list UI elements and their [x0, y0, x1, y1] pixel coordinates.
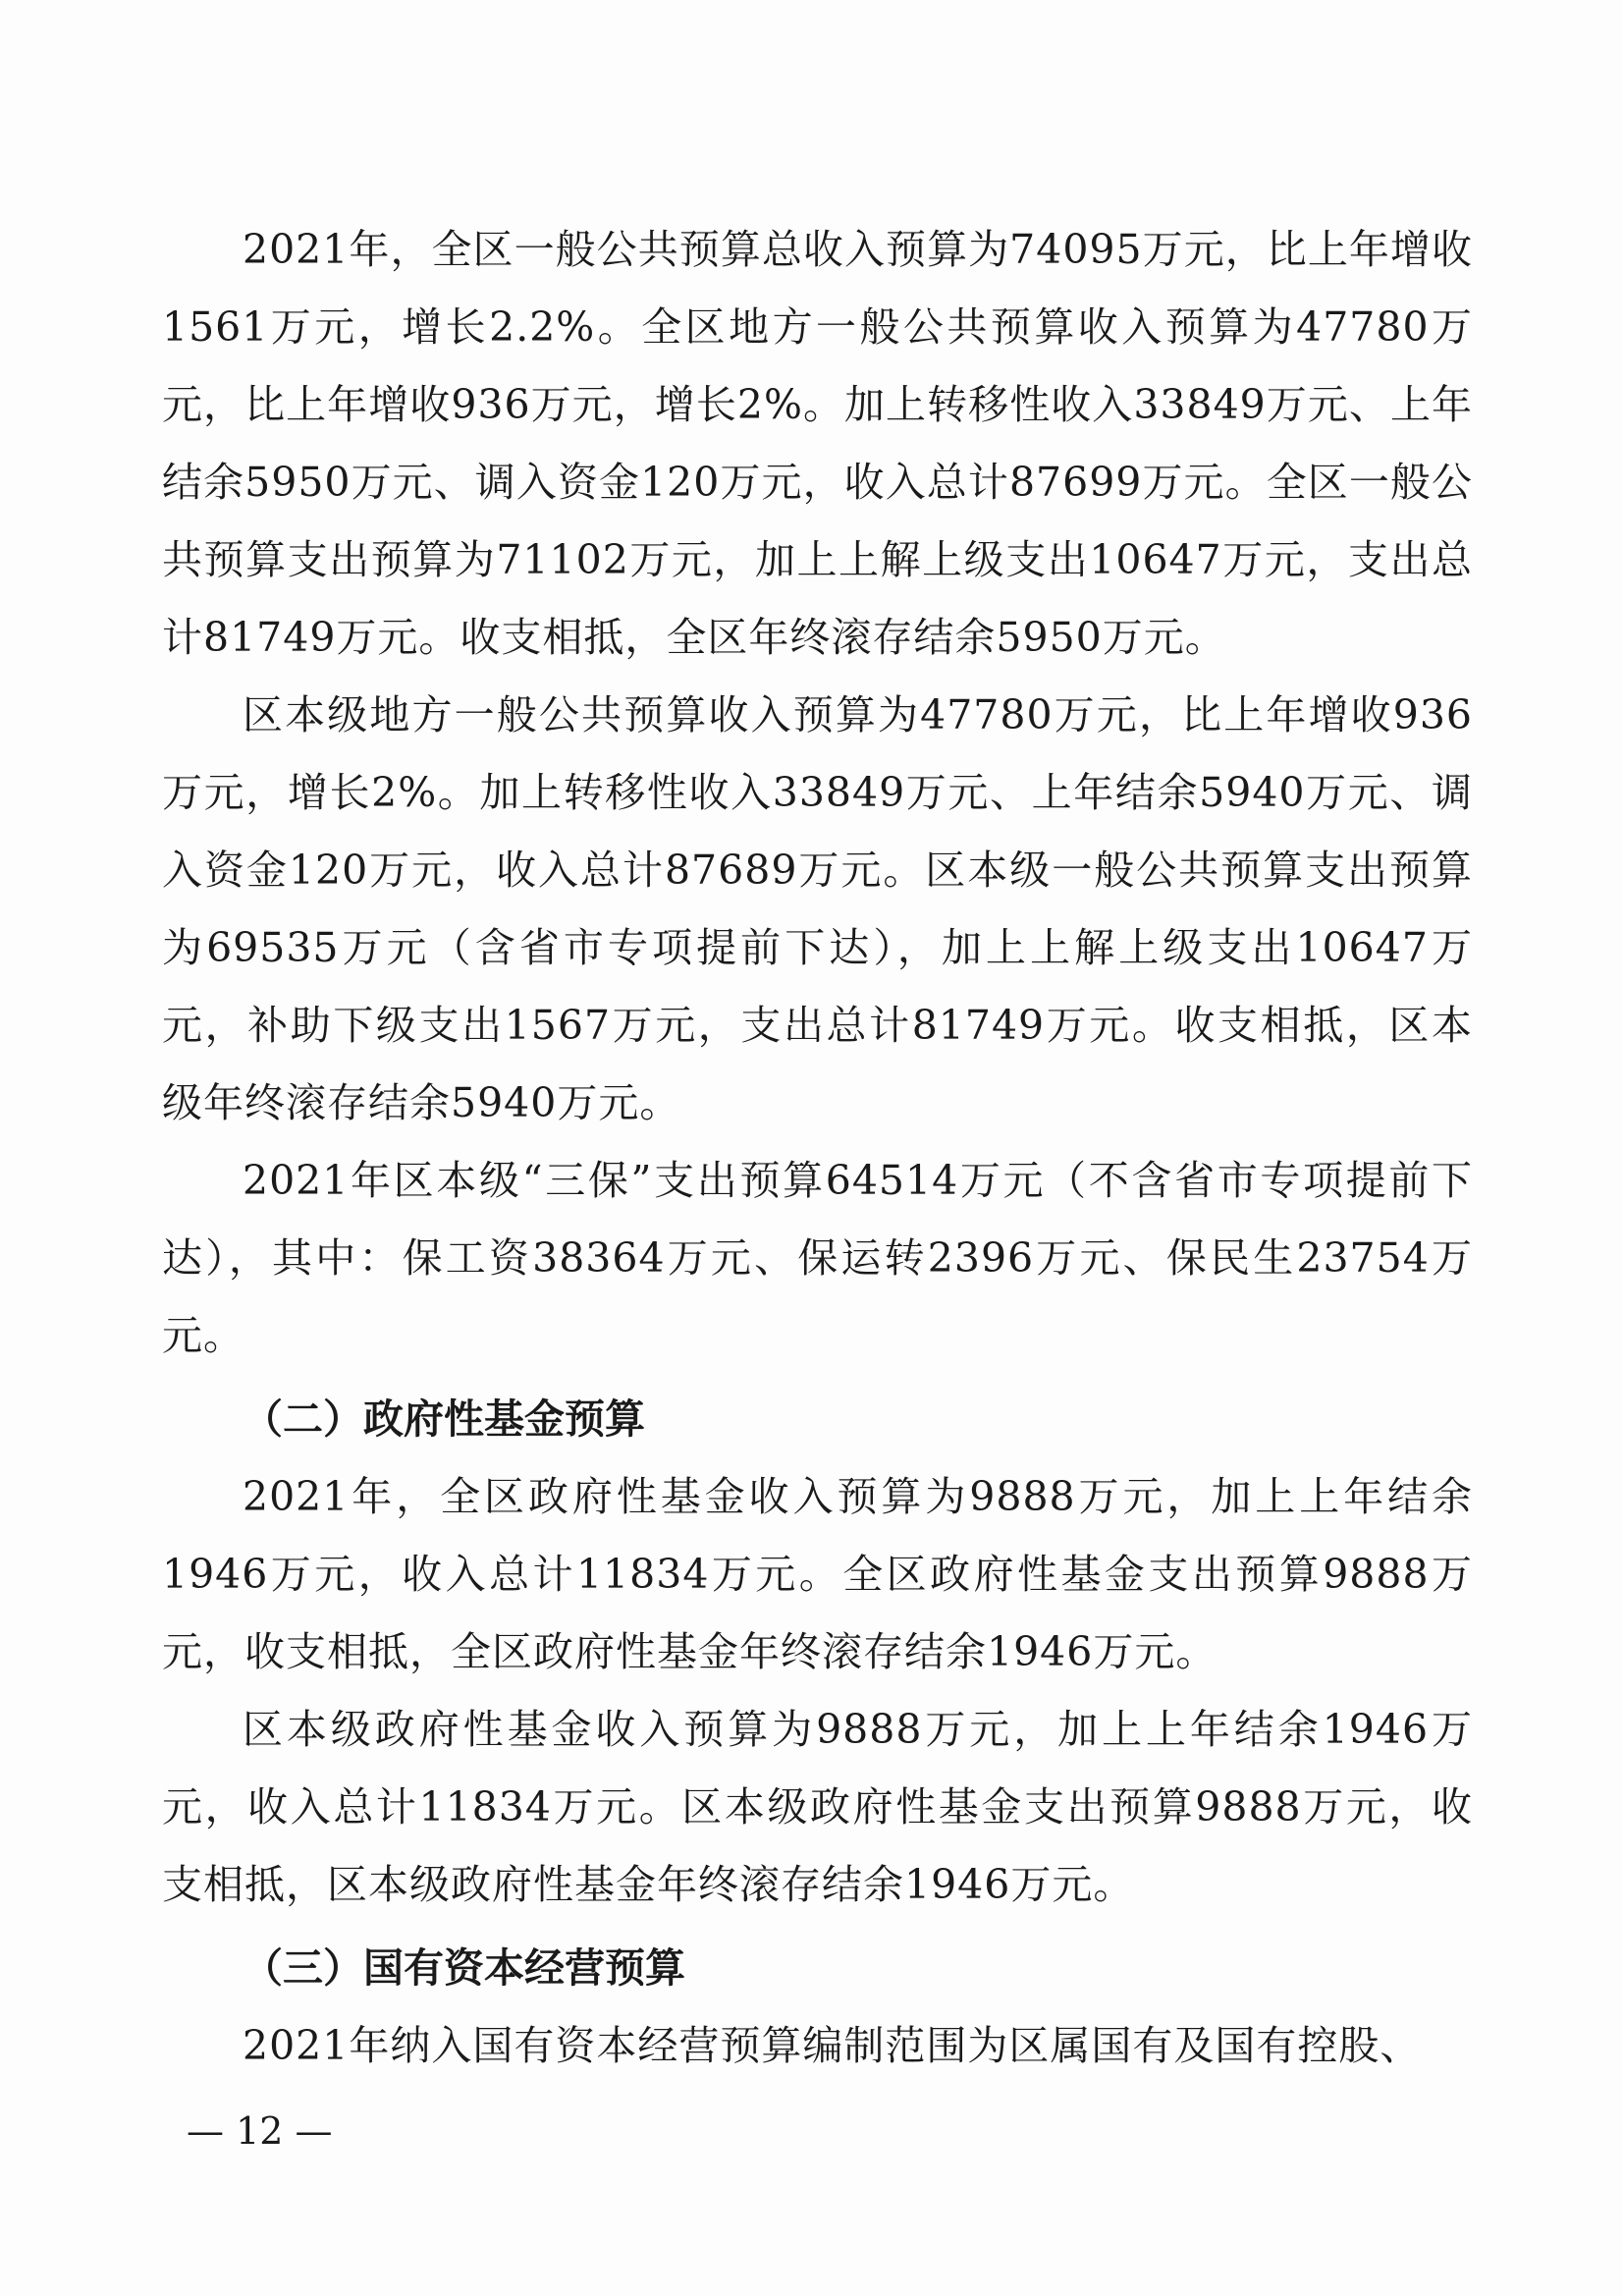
paragraph-fund-local: 区本级政府性基金收入预算为9888万元，加上上年结余1946万元，收入总计11834万元。区本级政府性基金支出预算9888万元，收支相抵，区本级政府性基金年终滚存结余1946万元。: [162, 1706, 1473, 1908]
paragraph-general-budget-district: 2021年，全区一般公共预算总收入预算为74095万元，比上年增收1561万元，增长2.2%。全区地方一般公共预算收入预算为47780万元，比上年增收936万元，增长2%。加上转移性收入33849万元、上年结余5950万元、调入资金120万元，收入总计87699万元。全区一般公共预算支出预算为71102万元，加上上解上级支出10647万元，支出总计81749万元。收支相抵，全区年终滚存结余5950万元。: [162, 226, 1473, 661]
paragraph-fund-district: 2021年，全区政府性基金收入预算为9888万元，加上上年结余1946万元，收入总计11834万元。全区政府性基金支出预算9888万元，收支相抵，全区政府性基金年终滚存结余1946万元。: [162, 1473, 1473, 1675]
document-body: [162, 211, 1473, 2085]
paragraph-three-guarantees: 2021年区本级“三保”支出预算64514万元（不含省市专项提前下达），其中：保工资38364万元、保运转2396万元、保民生23754万元。: [162, 1157, 1473, 1359]
paragraph-general-budget-local: 区本级地方一般公共预算收入预算为47780万元，比上年增收936万元，增长2%。加上转移性收入33849万元、上年结余5940万元、调入资金120万元，收入总计87689万元。区本级一般公共预算支出预算为69535万元（含省市专项提前下达），加上上解上级支出10647万元，补助下级支出1567万元，支出总计81749万元。收支相抵，区本级年终滚存结余5940万元。: [162, 691, 1473, 1126]
paragraph-state-capital: 2021年纳入国有资本经营预算编制范围为区属国有及国有控股、: [243, 2022, 1422, 2069]
section-heading-government-fund: （二）政府性基金预算: [243, 1395, 645, 1443]
page-number: — 12 —: [187, 2109, 333, 2153]
section-heading-state-capital: （三）国有资本经营预算: [243, 1944, 685, 1992]
